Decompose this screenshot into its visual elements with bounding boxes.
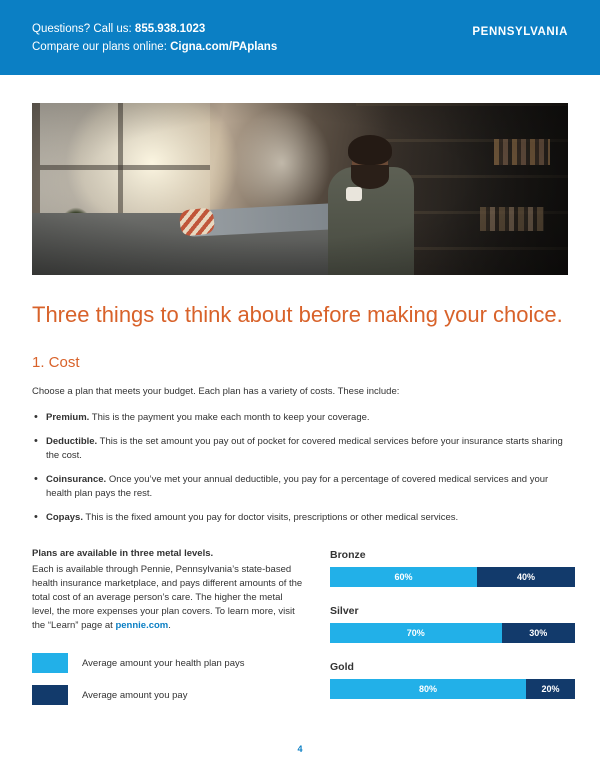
legend-item-you-pay (32, 685, 304, 705)
term-label: Copays. (46, 512, 83, 523)
list-item (32, 411, 568, 425)
page-title: Three things to think about before making your choice. (32, 302, 563, 327)
header-state-label: PENNSYLVANIA (472, 26, 568, 38)
metal-title-silver: Silver (330, 605, 359, 617)
term-description: This is the fixed amount you pay for doctor visits, prescriptions or other medical services. (82, 512, 459, 523)
bar-segment-plan-pays: 70% (330, 623, 502, 643)
metal-levels-body (32, 563, 304, 633)
term-label: Premium. (46, 412, 90, 423)
page-number: 4 (297, 744, 303, 754)
stacked-bar-gold (330, 679, 575, 699)
bar-segment-you-pay: 30% (502, 623, 576, 643)
header-contact-block (32, 20, 277, 56)
list-item (32, 511, 568, 525)
metal-levels-body-text: Each is available through Pennie, Pennsylvania’s state-based health insurance marketplace, and pays different amounts of the total cost of an average person’s care. The higher the metal level, the more expenses your plan covers. To learn more, visit the “Learn” page at (32, 564, 303, 631)
legend-swatch-light (32, 653, 68, 673)
metal-levels-chart (330, 547, 575, 717)
header-web-url[interactable]: Cigna.com/PAplans (170, 40, 278, 53)
term-description: This is the payment you make each month to keep your coverage. (89, 412, 370, 423)
stacked-bar-bronze (330, 567, 575, 587)
hero-image (32, 103, 568, 275)
term-description: Once you’ve met your annual deductible, you pay for a percentage of covered medical services and your health plan pays the rest. (46, 474, 549, 499)
header-phone-number: 855.938.1023 (134, 22, 206, 35)
legend-swatch-dark (32, 685, 68, 705)
term-label: Coinsurance. (46, 474, 107, 485)
metal-levels-section (32, 547, 568, 717)
bar-segment-plan-pays: 60% (330, 567, 477, 587)
metal-block-silver (330, 605, 575, 643)
header-web-label: Compare our plans online: (32, 40, 171, 53)
metal-title-gold: Gold (330, 661, 354, 673)
metal-levels-body-end: . (168, 620, 171, 631)
hero-vignette (32, 103, 568, 275)
page-header (0, 0, 600, 75)
header-web-line (32, 38, 277, 56)
metal-block-gold (330, 661, 575, 699)
list-item (32, 473, 568, 501)
metal-title-bronze: Bronze (330, 549, 366, 561)
bar-segment-you-pay: 40% (477, 567, 575, 587)
metal-levels-description (32, 547, 304, 717)
main-content (0, 301, 600, 717)
pennie-link[interactable]: pennie.com (115, 620, 169, 631)
term-description: This is the set amount you pay out of pocket for covered medical services before your insurance starts sharing the cost. (46, 436, 563, 461)
metal-levels-lead: Plans are available in three metal levels. (32, 548, 214, 559)
legend-label-plan-pays: Average amount your health plan pays (82, 657, 245, 669)
legend-item-plan-pays (32, 653, 304, 673)
header-phone-line (32, 20, 277, 38)
list-item (32, 435, 568, 463)
section-heading-cost: 1. Cost (32, 354, 80, 371)
metal-block-bronze (330, 549, 575, 587)
section-intro-text: Choose a plan that meets your budget. Each plan has a variety of costs. These include: (32, 386, 400, 397)
hero-photo (32, 103, 568, 275)
cost-terms-list (32, 411, 568, 525)
bar-segment-you-pay: 20% (526, 679, 575, 699)
chart-legend (32, 653, 304, 705)
stacked-bar-silver (330, 623, 575, 643)
legend-label-you-pay: Average amount you pay (82, 689, 188, 701)
term-label: Deductible. (46, 436, 98, 447)
header-phone-label: Questions? Call us: (32, 22, 135, 35)
bar-segment-plan-pays: 80% (330, 679, 526, 699)
